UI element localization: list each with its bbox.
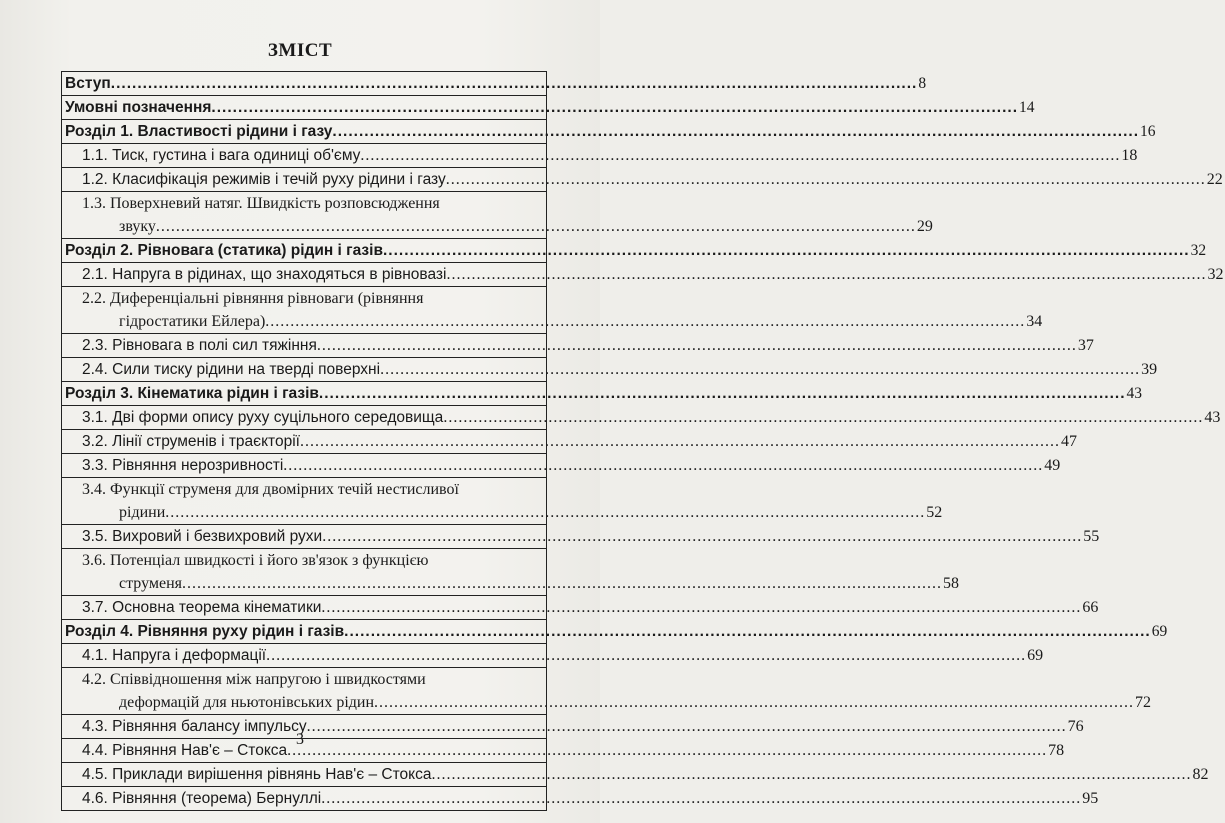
toc-chapter-3: [62, 382, 1142, 406]
toc-entry: [62, 763, 1209, 787]
toc-entry: [62, 287, 1043, 334]
toc-entry-text: 1.1. Тиск, густина і вага одиниці об'єму: [82, 147, 361, 164]
toc-entry: [62, 525, 1100, 549]
toc-entry: [62, 549, 960, 596]
toc-entry-page: 43: [1126, 385, 1142, 402]
toc-entry: [62, 478, 943, 525]
toc-entry-page: 34: [1026, 313, 1043, 330]
toc-entry-page: 58: [943, 575, 960, 592]
toc-entry-text-cont: рідини: [119, 504, 166, 521]
toc-entry-page: 95: [1082, 790, 1099, 807]
toc-entry-page: 69: [1151, 623, 1168, 640]
toc-entry-page: 32: [1190, 242, 1207, 259]
toc-entry: [62, 334, 1094, 358]
toc-entry-text: 4.6. Рівняння (теорема) Бернуллі: [82, 790, 322, 807]
toc-chapter-4: [62, 620, 1168, 644]
toc-entry-page: 66: [1082, 599, 1099, 616]
toc-entry-text: 2.1. Напруга в рідинах, що знаходяться в рівновазі: [82, 266, 447, 283]
toc-entry-text: 4.2. Співвідношення між напругою і швидкостями: [82, 671, 426, 688]
toc-entry-page: 78: [1048, 742, 1065, 759]
toc-entry-text: 2.2. Диференціальні рівняння рівноваги (рівняння: [82, 290, 424, 307]
toc-entry-text-cont: гідростатики Ейлера): [119, 313, 266, 330]
toc-entry-text: 1.3. Поверхневий натяг. Швидкість розповсюдження: [82, 195, 440, 212]
toc-entry: [62, 787, 1099, 810]
toc-entry-page: 22: [1206, 171, 1223, 188]
toc-entry-text: 4.1. Напруга і деформації: [82, 647, 267, 664]
toc-entry-text: Розділ 4. Рівняння руху рідин і газів: [65, 623, 345, 640]
toc-entry-text: 4.3. Рівняння балансу імпульсу: [82, 718, 307, 735]
toc-entry: [62, 192, 933, 239]
toc-entry-text: 3.5. Вихровий і безвихровий рухи: [82, 528, 323, 545]
toc-entry-page: 72: [1135, 694, 1152, 711]
toc-entry-page: 76: [1067, 718, 1084, 735]
toc-entry: [62, 596, 1099, 620]
toc-entry: [62, 406, 1221, 430]
toc-entry-page: 39: [1141, 361, 1158, 378]
toc-entry-page: 14: [1019, 99, 1035, 116]
toc-entry: [62, 644, 1044, 668]
toc-entry: [62, 668, 1152, 715]
toc-chapter-2: [62, 239, 1207, 263]
toc-entry-text: 2.4. Сили тиску рідини на тверді поверхні: [82, 361, 381, 378]
toc-entry-text: 3.7. Основна теорема кінематики: [82, 599, 322, 616]
toc-entry: [62, 144, 1138, 168]
toc-entry: [62, 454, 1061, 478]
toc-entry-text: 3.6. Потенціал швидкості і його зв'язок з функцією: [82, 552, 429, 569]
page-number: 3: [296, 731, 304, 748]
page-title: ЗМІСТ: [267, 40, 333, 61]
toc-entry-page: 37: [1077, 337, 1094, 354]
toc-entry-page: 55: [1083, 528, 1100, 545]
toc-entry-text: 4.5. Приклади вирішення рівнянь Нав'є – Стокса: [82, 766, 432, 783]
toc-entry-text: 4.4. Рівняння Нав'є – Стокса: [82, 742, 288, 759]
toc-entry-page: 43: [1204, 409, 1221, 426]
toc-entry-page: 18: [1121, 147, 1138, 164]
toc-entry-text: 3.4. Функції струменя для двомірних течій нестисливої: [82, 481, 459, 498]
toc-entry: [62, 263, 1224, 287]
toc-entry-page: 8: [918, 75, 927, 92]
toc-entry-text: Розділ 2. Рівновага (статика) рідин і газів: [65, 242, 383, 259]
toc-entry-page: 69: [1027, 647, 1044, 664]
table-of-contents: [61, 71, 1224, 811]
toc-entry-text-cont: деформацій для ньютонівських рідин: [119, 694, 375, 711]
toc-entry-text-cont: струменя: [119, 575, 183, 592]
toc-entry-page: 32: [1207, 266, 1224, 283]
toc-entry-text-cont: звуку: [119, 218, 156, 235]
toc-entry-text: 3.3. Рівняння нерозривності: [82, 457, 284, 474]
toc-entry-text: Розділ 1. Властивості рідини і газу: [65, 123, 333, 140]
toc-entry-text: 2.3. Рівновага в полі сил тяжіння: [82, 337, 317, 354]
toc-entry-page: 52: [926, 504, 943, 521]
toc-entry-page: 49: [1044, 457, 1061, 474]
toc-entry-text: 3.1. Дві форми опису руху суцільного середовища: [82, 409, 444, 426]
toc-entry: [62, 358, 1158, 382]
toc-entry-intro: [62, 72, 927, 96]
toc-entry-text: Умовні позначення: [65, 99, 212, 116]
toc-entry-page: 82: [1192, 766, 1209, 783]
toc-entry-page: 29: [916, 218, 933, 235]
toc-entry-text: Вступ: [65, 75, 111, 92]
toc-entry: [62, 430, 1077, 454]
toc-entry-page: 16: [1140, 123, 1156, 140]
toc-chapter-1: [62, 120, 1156, 144]
toc-entry: [62, 168, 1223, 192]
toc-entry-page: 47: [1060, 433, 1077, 450]
toc-entry-notation: [62, 96, 1035, 120]
toc-entry-text: Розділ 3. Кінематика рідин і газів: [65, 385, 319, 402]
toc-entry-text: 1.2. Класифікація режимів і течій руху рідини і газу: [82, 171, 446, 188]
toc-entry-text: 3.2. Лінії струменів і траєкторії: [82, 433, 300, 450]
